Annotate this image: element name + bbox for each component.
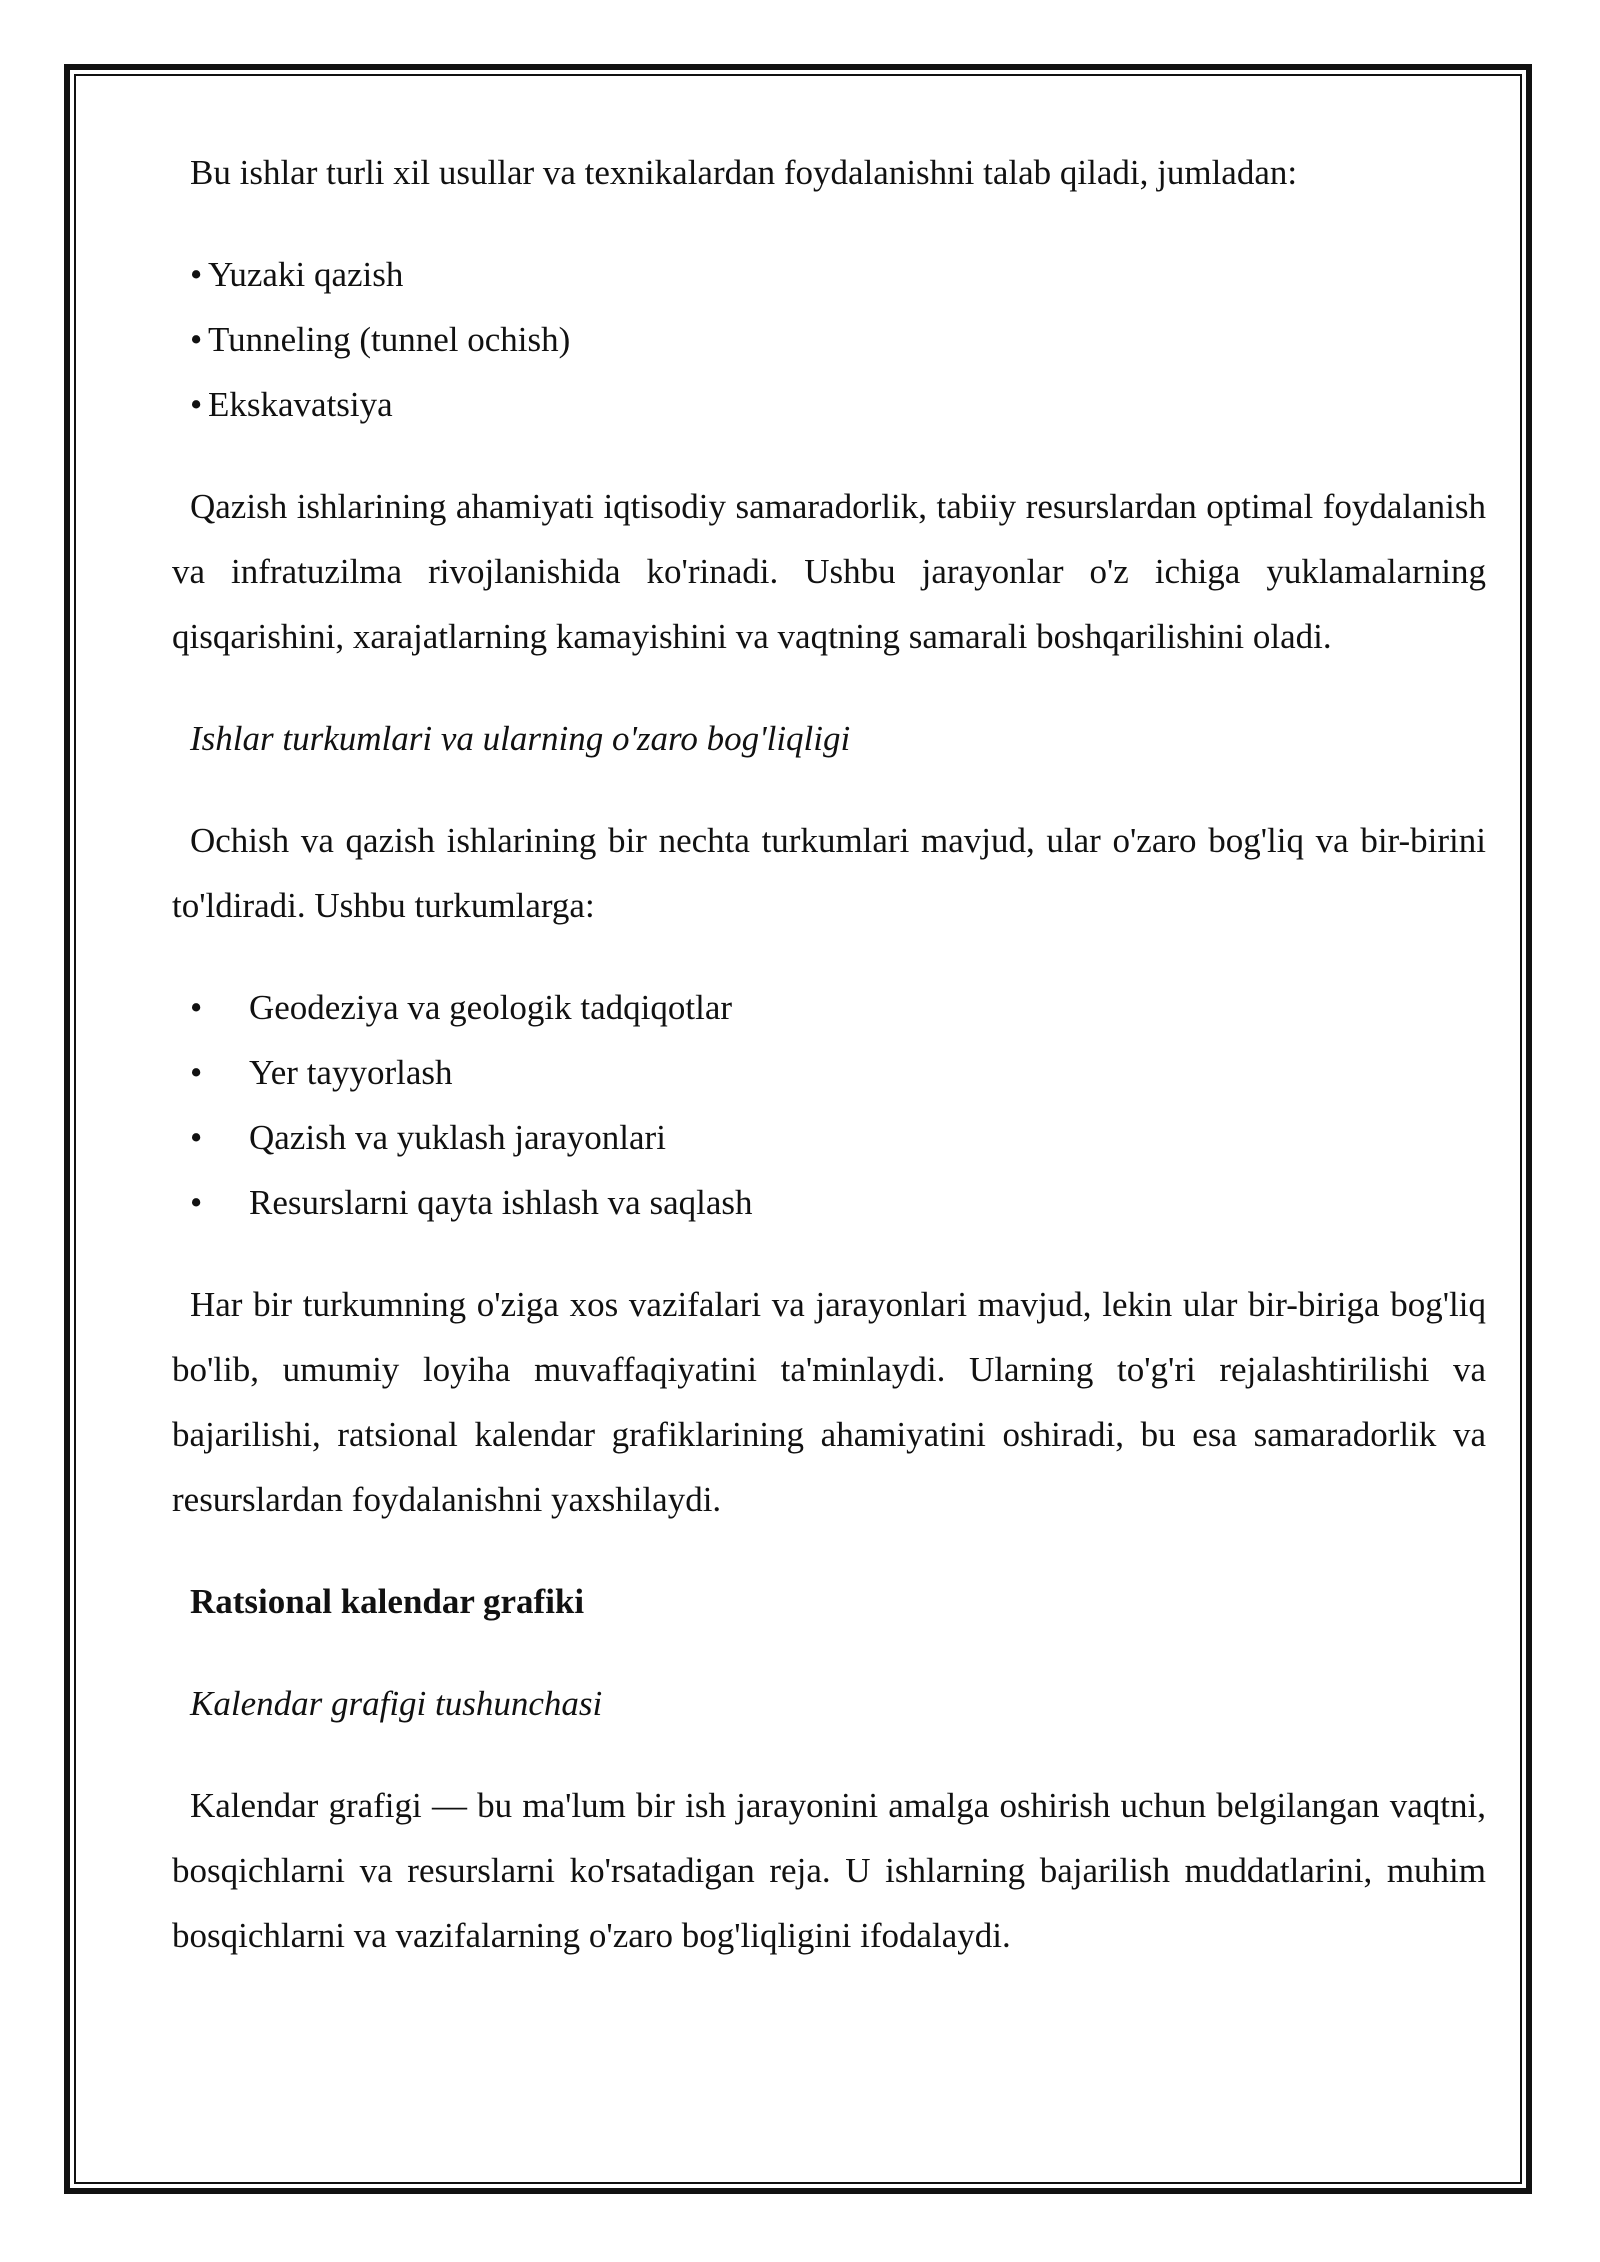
bullet-icon: •	[190, 1118, 203, 1157]
list-item	[172, 242, 1486, 307]
list-item-text: Ekskavatsiya	[208, 385, 393, 424]
subheading-concept: Kalendar grafigi tushunchasi	[190, 1684, 603, 1723]
bullet-icon: •	[190, 1183, 203, 1222]
bullet-icon: •	[190, 988, 203, 1027]
document-body	[172, 140, 1486, 1968]
list-item	[172, 975, 1486, 1040]
bullet-icon: •	[190, 320, 203, 359]
paragraph-categories: Ochish va qazish ishlarining bir nechta turkumlari mavjud, ular o'zaro bog'liq va bir-birini to'ldiradi. Ushbu turkumlarga:	[172, 821, 1486, 925]
subheading-categories: Ishlar turkumlari va ularning o'zaro bog'liqligi	[190, 719, 851, 758]
bullet-icon: •	[190, 1053, 203, 1092]
paragraph-definition: Kalendar grafigi — bu ma'lum bir ish jarayonini amalga oshirish uchun belgilangan vaqtni, bosqichlarni va resurslarni ko'rsatadigan reja. U ishlarning bajarilish muddatlarini, muhim bosqichlarni va vazifalarning o'zaro bog'liqligini ifodalaydi.	[172, 1786, 1486, 1955]
bullet-icon: •	[190, 255, 203, 294]
categories-list	[172, 975, 1486, 1235]
list-item	[172, 307, 1486, 372]
list-item-text: Qazish va yuklash jarayonlari	[249, 1118, 666, 1157]
paragraph-importance: Qazish ishlarining ahamiyati iqtisodiy samaradorlik, tabiiy resurslardan optimal foydalanish va infratuzilma rivojlanishida ko'rinadi. Ushbu jarayonlar o'z ichiga yuklamalarning qisqarishini, xarajatlarning kamayishini va vaqtning samarali boshqarilishini oladi.	[172, 487, 1486, 656]
bullet-icon: •	[190, 385, 203, 424]
list-item	[172, 372, 1486, 437]
methods-list	[172, 242, 1486, 437]
section-heading: Ratsional kalendar grafiki	[190, 1582, 585, 1621]
paragraph-intro: Bu ishlar turli xil usullar va texnikalardan foydalanishni talab qiladi, jumladan:	[190, 153, 1298, 192]
list-item-text: Resurslarni qayta ishlash va saqlash	[249, 1183, 753, 1222]
list-item	[172, 1040, 1486, 1105]
list-item	[172, 1170, 1486, 1235]
paragraph-tasks: Har bir turkumning o'ziga xos vazifalari va jarayonlari mavjud, lekin ular bir-biriga bog'liq bo'lib, umumiy loyiha muvaffaqiyatini ta'minlaydi. Ularning to'g'ri rejalashtirilishi va bajarilishi, ratsional kalendar grafiklarining ahamiyatini oshiradi, bu esa samaradorlik va resurslardan foydalanishni yaxshilaydi.	[172, 1285, 1486, 1519]
list-item-text: Yuzaki qazish	[208, 255, 404, 294]
list-item-text: Yer tayyorlash	[249, 1053, 453, 1092]
list-item-text: Geodeziya va geologik tadqiqotlar	[249, 988, 733, 1027]
list-item	[172, 1105, 1486, 1170]
list-item-text: Tunneling (tunnel ochish)	[208, 320, 571, 359]
